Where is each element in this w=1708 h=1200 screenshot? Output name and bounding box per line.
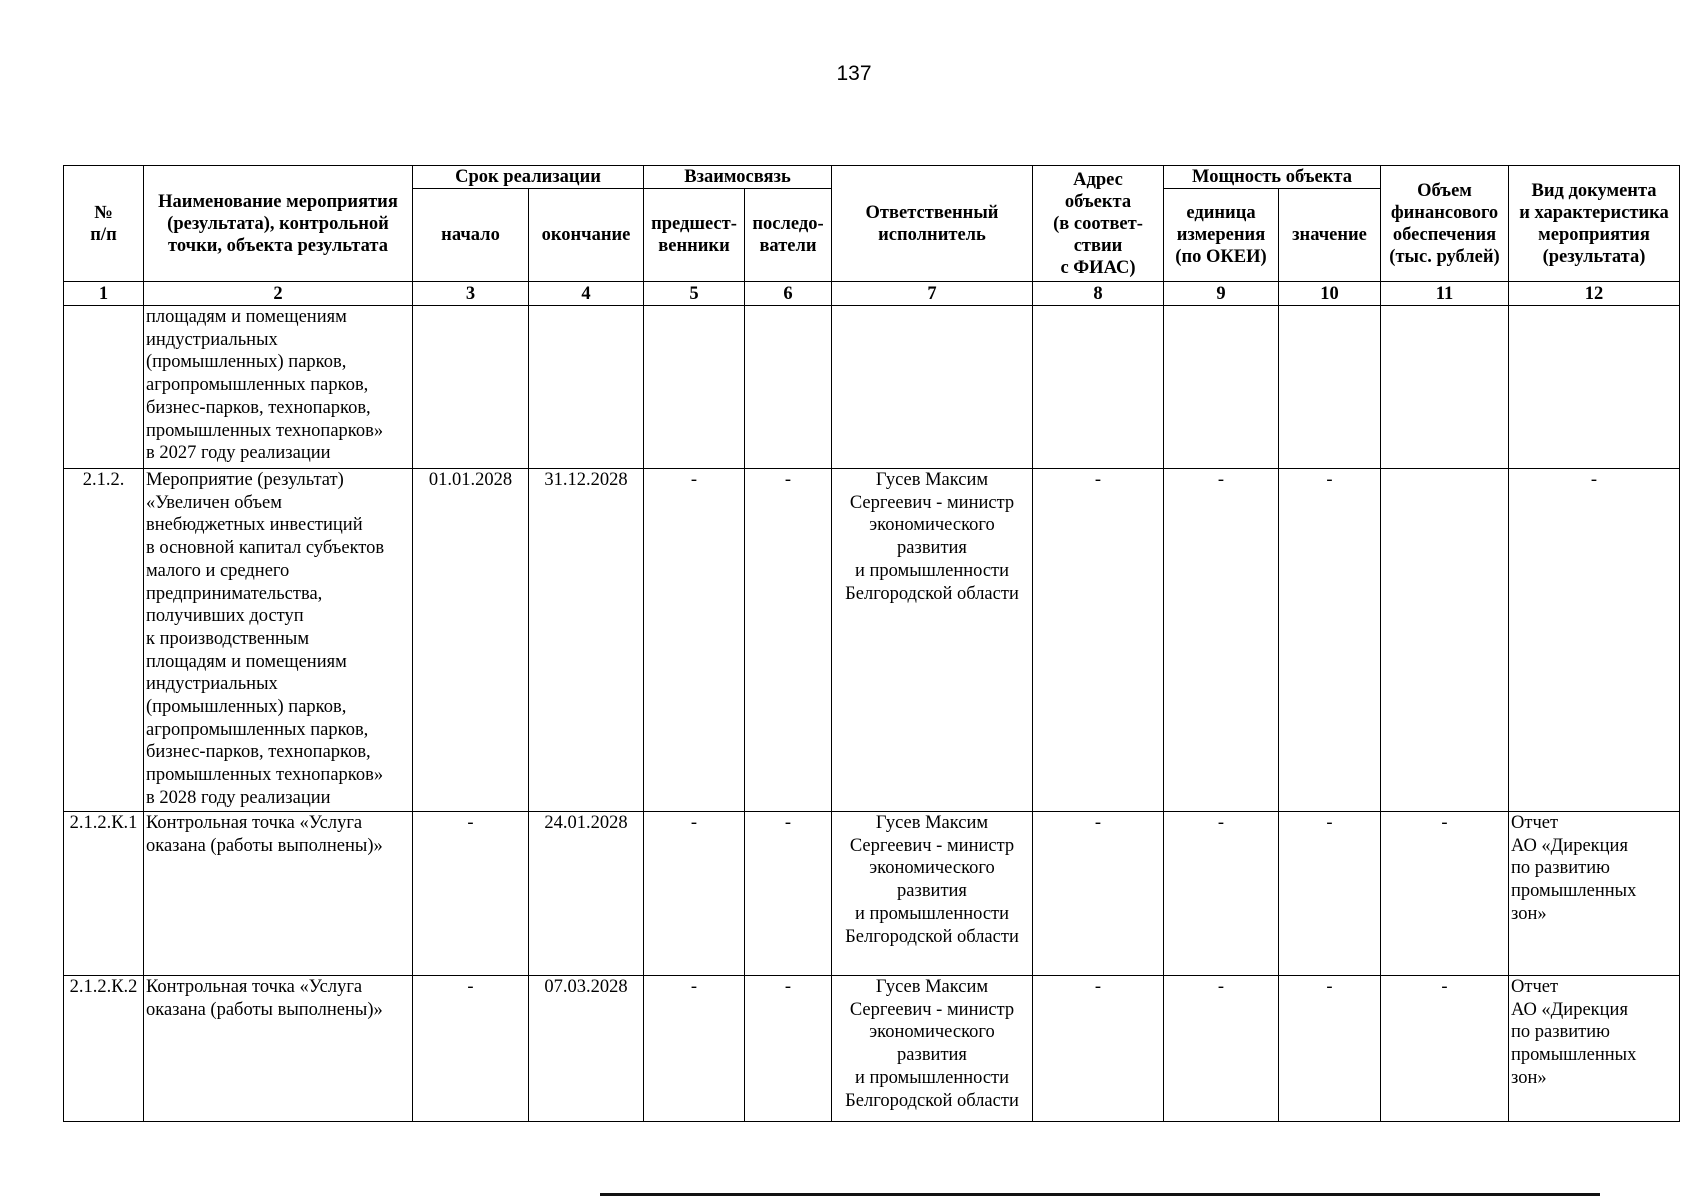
text-line: экономического bbox=[869, 515, 995, 536]
text-line: Ответственный bbox=[865, 202, 999, 223]
text-line: измерения bbox=[1176, 225, 1266, 245]
text-line: Вид документа bbox=[1531, 180, 1657, 201]
header-link-group: Взаимосвязь bbox=[644, 166, 832, 189]
cell-finance: - bbox=[1381, 976, 1509, 1122]
text-line: единица bbox=[1186, 203, 1256, 223]
text-line: промышленных bbox=[1511, 1045, 1637, 1066]
text-line: Отчет bbox=[1511, 977, 1559, 997]
cell-document bbox=[1509, 976, 1680, 1122]
header-address bbox=[1033, 166, 1164, 282]
text-line: Отчет bbox=[1511, 813, 1559, 833]
cell-end: 07.03.2028 bbox=[529, 976, 644, 1122]
text-line: индустриальных bbox=[146, 329, 278, 350]
cell-finance bbox=[1381, 469, 1509, 812]
header-finance bbox=[1381, 166, 1509, 282]
text-line: экономического bbox=[869, 1022, 995, 1043]
cell-responsible bbox=[832, 306, 1033, 469]
cell-start: 01.01.2028 bbox=[413, 469, 529, 812]
column-number-row bbox=[64, 282, 1680, 306]
column-number: 7 bbox=[832, 282, 1033, 306]
text-line: АО «Дирекция bbox=[1511, 835, 1628, 856]
text-line: (в соответ- bbox=[1053, 213, 1143, 234]
text-line: точки, объекта результата bbox=[168, 235, 388, 256]
text-line: ватели bbox=[759, 236, 817, 256]
text-line: и характеристика bbox=[1519, 202, 1669, 223]
header-end: окончание bbox=[529, 189, 644, 282]
column-number: 11 bbox=[1381, 282, 1509, 306]
cell-num: 2.1.2.К.2 bbox=[64, 976, 144, 1122]
text-line: малого и среднего bbox=[146, 560, 290, 581]
cell-value: - bbox=[1279, 469, 1381, 812]
implementation-plan-table bbox=[63, 165, 1680, 1122]
column-number: 9 bbox=[1164, 282, 1279, 306]
text-line: по развитию bbox=[1511, 858, 1610, 879]
text-line: последо- bbox=[752, 214, 824, 234]
table-row bbox=[64, 812, 1680, 976]
text-line: АО «Дирекция bbox=[1511, 999, 1628, 1020]
text-line: получивших доступ bbox=[146, 606, 304, 627]
cell-address: - bbox=[1033, 976, 1164, 1122]
text-line: площадям и помещениям bbox=[146, 307, 347, 327]
text-line: и промышленности bbox=[854, 1067, 1010, 1088]
text-line: мероприятия bbox=[1538, 224, 1650, 245]
text-line: исполнитель bbox=[878, 224, 986, 245]
cell-predecessors bbox=[644, 306, 745, 469]
cell-address: - bbox=[1033, 469, 1164, 812]
header-term-group: Срок реализации bbox=[413, 166, 644, 189]
text-line: ствии bbox=[1073, 235, 1123, 256]
text-line: оказана (работы выполнены)» bbox=[146, 835, 383, 856]
text-line: финансового bbox=[1390, 202, 1499, 223]
cell-end: 31.12.2028 bbox=[529, 469, 644, 812]
text-line: венники bbox=[658, 236, 730, 256]
text-line: Адрес bbox=[1073, 169, 1123, 190]
column-number: 1 bbox=[64, 282, 144, 306]
text-line: Белгородской области bbox=[845, 1090, 1019, 1111]
text-line: промышленных bbox=[1511, 881, 1637, 902]
text-line: в основной капитал субъектов bbox=[146, 538, 385, 559]
text-line: (по ОКЕИ) bbox=[1175, 247, 1267, 267]
header-start: начало bbox=[413, 189, 529, 282]
text-line: агропромышленных парков, bbox=[146, 375, 369, 396]
text-line: бизнес-парков, технопарков, bbox=[146, 742, 371, 763]
text-line: развития bbox=[897, 881, 967, 902]
text-line: в 2028 году реализации bbox=[146, 787, 331, 808]
text-line: № bbox=[94, 202, 113, 223]
text-line: оказана (работы выполнены)» bbox=[146, 999, 383, 1020]
cell-finance: - bbox=[1381, 812, 1509, 976]
cell-start bbox=[413, 306, 529, 469]
column-number: 4 bbox=[529, 282, 644, 306]
cell-num: 2.1.2. bbox=[64, 469, 144, 812]
text-line: Сергеевич - министр bbox=[849, 492, 1015, 513]
text-line: Сергеевич - министр bbox=[849, 835, 1015, 856]
header-predecessors bbox=[644, 189, 745, 282]
text-line: «Увеличен объем bbox=[146, 492, 282, 513]
text-line: Белгородской области bbox=[845, 926, 1019, 947]
header-successors bbox=[745, 189, 832, 282]
text-line: экономического bbox=[869, 858, 995, 879]
text-line: в 2027 году реализации bbox=[146, 443, 331, 464]
text-line: Гусев Максим bbox=[875, 813, 989, 833]
cell-responsible bbox=[832, 812, 1033, 976]
header-document bbox=[1509, 166, 1680, 282]
header-num bbox=[64, 166, 144, 282]
text-line: по развитию bbox=[1511, 1022, 1610, 1043]
cell-start: - bbox=[413, 976, 529, 1122]
cell-name bbox=[144, 812, 413, 976]
cell-unit: - bbox=[1164, 976, 1279, 1122]
text-line: п/п bbox=[90, 224, 117, 245]
text-line: Мероприятие (результат) bbox=[146, 470, 344, 490]
column-number: 8 bbox=[1033, 282, 1164, 306]
cell-name bbox=[144, 469, 413, 812]
header-value: значение bbox=[1279, 189, 1381, 282]
cell-unit: - bbox=[1164, 812, 1279, 976]
cell-predecessors: - bbox=[644, 812, 745, 976]
text-line: - bbox=[1590, 470, 1598, 490]
column-number: 2 bbox=[144, 282, 413, 306]
text-line: и промышленности bbox=[854, 560, 1010, 581]
text-line: развития bbox=[897, 538, 967, 559]
cell-successors bbox=[745, 306, 832, 469]
cell-unit bbox=[1164, 306, 1279, 469]
table-header bbox=[64, 166, 1680, 306]
cell-successors: - bbox=[745, 976, 832, 1122]
scan-edge-line bbox=[600, 1193, 1600, 1196]
text-line: Контрольная точка «Услуга bbox=[146, 977, 363, 997]
text-line: индустриальных bbox=[146, 674, 278, 695]
text-line: объекта bbox=[1064, 191, 1132, 212]
header-responsible bbox=[832, 166, 1033, 282]
text-line: (промышленных) парков, bbox=[146, 697, 347, 718]
cell-name bbox=[144, 306, 413, 469]
text-line: Гусев Максим bbox=[875, 977, 989, 997]
cell-predecessors: - bbox=[644, 976, 745, 1122]
text-line: предпринимательства, bbox=[146, 583, 323, 604]
text-line: предшест- bbox=[651, 214, 737, 234]
cell-num bbox=[64, 306, 144, 469]
cell-num: 2.1.2.К.1 bbox=[64, 812, 144, 976]
header-name bbox=[144, 166, 413, 282]
cell-end bbox=[529, 306, 644, 469]
column-number: 3 bbox=[413, 282, 529, 306]
column-number: 10 bbox=[1279, 282, 1381, 306]
cell-value: - bbox=[1279, 976, 1381, 1122]
text-line: Объем bbox=[1417, 180, 1472, 201]
cell-value: - bbox=[1279, 812, 1381, 976]
text-line: бизнес-парков, технопарков, bbox=[146, 397, 371, 418]
cell-end: 24.01.2028 bbox=[529, 812, 644, 976]
text-line: зон» bbox=[1511, 1067, 1547, 1088]
text-line: Гусев Максим bbox=[875, 470, 989, 490]
column-number: 12 bbox=[1509, 282, 1680, 306]
text-line: и промышленности bbox=[854, 903, 1010, 924]
cell-responsible bbox=[832, 976, 1033, 1122]
text-line: развития bbox=[897, 1045, 967, 1066]
cell-document bbox=[1509, 812, 1680, 976]
page-number: 137 bbox=[836, 62, 872, 85]
cell-successors: - bbox=[745, 469, 832, 812]
text-line: с ФИАС) bbox=[1060, 257, 1136, 278]
column-number: 6 bbox=[745, 282, 832, 306]
text-line: внебюджетных инвестиций bbox=[146, 515, 363, 536]
text-line: площадям и помещениям bbox=[146, 651, 347, 672]
cell-value bbox=[1279, 306, 1381, 469]
cell-address: - bbox=[1033, 812, 1164, 976]
table-row bbox=[64, 306, 1680, 469]
cell-responsible bbox=[832, 469, 1033, 812]
text-line: (промышленных) парков, bbox=[146, 352, 347, 373]
table-row bbox=[64, 976, 1680, 1122]
text-line: Сергеевич - министр bbox=[849, 999, 1015, 1020]
text-line: промышленных технопарков» bbox=[146, 765, 384, 786]
cell-document bbox=[1509, 306, 1680, 469]
column-number: 5 bbox=[644, 282, 745, 306]
table-row bbox=[64, 469, 1680, 812]
cell-predecessors: - bbox=[644, 469, 745, 812]
text-line: (тыс. рублей) bbox=[1389, 246, 1500, 267]
text-line: Белгородской области bbox=[845, 583, 1019, 604]
cell-finance bbox=[1381, 306, 1509, 469]
cell-start: - bbox=[413, 812, 529, 976]
cell-successors: - bbox=[745, 812, 832, 976]
text-line: агропромышленных парков, bbox=[146, 719, 369, 740]
text-line: промышленных технопарков» bbox=[146, 420, 384, 441]
header-unit bbox=[1164, 189, 1279, 282]
text-line: зон» bbox=[1511, 903, 1547, 924]
table-body bbox=[64, 306, 1680, 1122]
cell-document bbox=[1509, 469, 1680, 812]
cell-address bbox=[1033, 306, 1164, 469]
header-capacity-group: Мощность объекта bbox=[1164, 166, 1381, 189]
cell-name bbox=[144, 976, 413, 1122]
text-line: (результата), контрольной bbox=[167, 213, 389, 234]
text-line: (результата) bbox=[1542, 246, 1646, 267]
cell-unit: - bbox=[1164, 469, 1279, 812]
text-line: Контрольная точка «Услуга bbox=[146, 813, 363, 833]
text-line: Наименование мероприятия bbox=[158, 191, 398, 212]
text-line: обеспечения bbox=[1392, 224, 1497, 245]
text-line: к производственным bbox=[146, 628, 310, 649]
